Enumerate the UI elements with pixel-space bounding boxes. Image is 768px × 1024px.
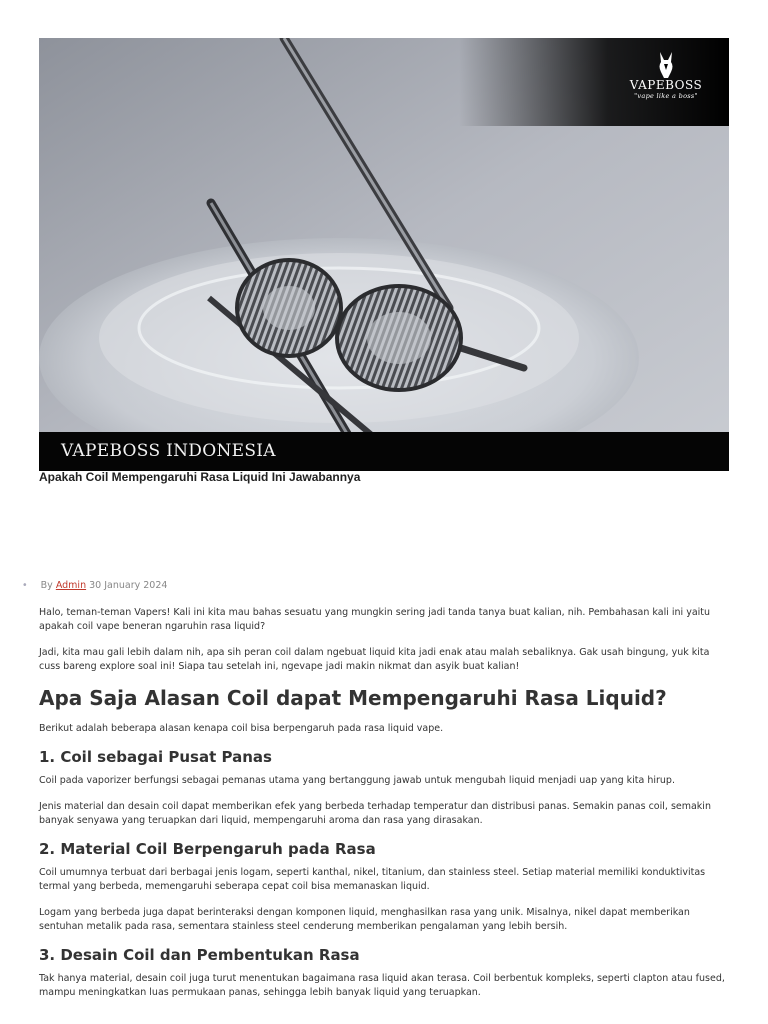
- intro-paragraph: Halo, teman-teman Vapers! Kali ini kita mau bahas sesuatu yang mungkin sering jadi tanda tanya buat kalian, nih. Pembahasan kali ini yaitu apakah coil vape beneran ngaruhin rasa liquid?: [39, 607, 711, 632]
- section-paragraph: Logam yang berbeda juga dapat berinteraksi dengan komponen liquid, menghasilkan rasa yang unik. Misalnya, nikel dapat memberikan sentuhan metalik pada rasa, sementara stainless steel cenderung memberikan pengalaman yang lebih bersih.: [39, 907, 690, 932]
- hero-image: [39, 38, 729, 471]
- meta-by: By: [40, 580, 53, 591]
- section-paragraph: Tak hanya material, desain coil juga turut menentukan bagaimana rasa liquid akan terasa. Coil berbentuk kompleks, seperti clapton atau fused, mampu meningkatkan luas permukaan panas, sehingga lebih banyak liquid yang teruapkan.: [39, 973, 725, 998]
- post-date: 30 January 2024: [89, 580, 168, 591]
- section-heading: 3. Desain Coil dan Pembentukan Rasa: [39, 946, 360, 964]
- section-paragraph: Jenis material dan desain coil dapat memberikan efek yang berbeda terhadap temperatur dan distribusi panas. Semakin panas coil, semakin banyak senyawa yang teruapkan dari liquid, mempengaruhi aroma dan rasa yang dirasakan.: [39, 801, 711, 826]
- vapeboss-logo: [621, 50, 711, 100]
- heading-intro: Berikut adalah beberapa alasan kenapa coil bisa berpengaruh pada rasa liquid vape.: [39, 723, 444, 734]
- hero-banner: [39, 432, 729, 471]
- intro-paragraph: Jadi, kita mau gali lebih dalam nih, apa sih peran coil dalam ngebuat liquid kita jadi enak atau malah sebaliknya. Gak usah bingung, yuk kita cuss bareng explore soal ini! Siapa tau setelah ini, ngevape jadi makin nikmat dan asyik buat kalian!: [39, 647, 710, 672]
- author-link[interactable]: Admin: [55, 580, 87, 591]
- article-body: [39, 606, 729, 1012]
- post-title: Apakah Coil Mempengaruhi Rasa Liquid Ini Jawabannya: [39, 470, 361, 484]
- bullet-icon: •: [22, 580, 28, 591]
- section-heading: 1. Coil sebagai Pusat Panas: [39, 748, 272, 766]
- post-meta: [22, 580, 167, 591]
- boss-head-icon: [654, 50, 678, 80]
- hero-banner-text: VAPEBOSS INDONESIA: [61, 441, 276, 461]
- main-heading: Apa Saja Alasan Coil dapat Mempengaruhi Rasa Liquid?: [39, 686, 667, 710]
- section-heading: 2. Material Coil Berpengaruh pada Rasa: [39, 840, 376, 858]
- logo-name: VAPEBOSS: [629, 78, 703, 92]
- logo-tagline: "vape like a boss": [634, 92, 698, 100]
- section-paragraph: Coil pada vaporizer berfungsi sebagai pemanas utama yang bertanggung jawab untuk mengubah liquid menjadi uap yang kita hirup.: [39, 775, 675, 786]
- section-paragraph: Coil umumnya terbuat dari berbagai jenis logam, seperti kanthal, nikel, titanium, dan stainless steel. Setiap material memiliki konduktivitas termal yang berbeda, memengaruhi seberapa cepat coil bisa memanaskan liquid.: [39, 867, 706, 892]
- logo-background: [459, 38, 729, 126]
